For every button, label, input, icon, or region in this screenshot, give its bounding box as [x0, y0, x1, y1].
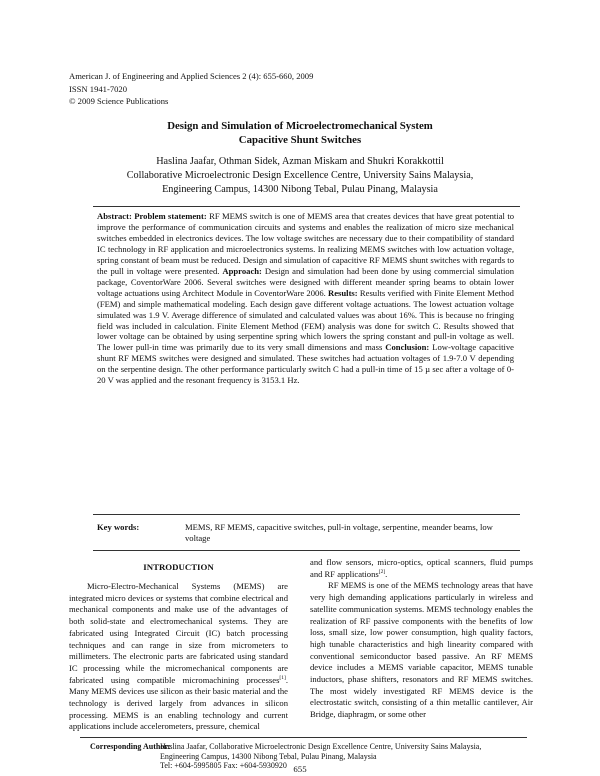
keywords-label: Key words:: [97, 522, 140, 532]
journal-citation: American J. of Engineering and Applied Sciences 2 (4): 655-660, 2009: [69, 71, 314, 81]
problem-statement-label: Problem statement:: [134, 211, 207, 221]
journal-header: [69, 70, 313, 108]
affiliation-line-1: Collaborative Microelectronic Design Excellence Centre, University Sains Malaysia,: [126, 170, 474, 181]
citation-1: [1]: [279, 674, 286, 681]
abstract-label: Abstract:: [97, 211, 132, 221]
intro-p2-text: and flow sensors, micro-optics, optical scanners, fluid pumps and RF applications: [310, 557, 533, 579]
affiliation-line-2: Engineering Campus, 14300 Nibong Tebal, Pulau Pinang, Malaysia: [162, 184, 438, 195]
keywords-bottom-rule: [93, 550, 520, 551]
title-line-2: Capacitive Shunt Switches: [238, 134, 362, 146]
intro-p2-end: .: [385, 568, 388, 579]
intro-p1-continued: . Many MEMS devices use silicon as their basic material and the technology is derived largely from advances in silicon processing. MEMS is an enabling technology and current applications include accelerometers, pressure, chemical: [69, 674, 288, 732]
results-text: Results verified with Finite Element Method (FEM) and simple mathematical modeling. Each design gave different voltage actuations. The lowest actuation voltage simulated was 1.9 V. Average difference of simulated and calculated values was about 16%. This is because no fringing field was included in calculation. Finite Element Method (FEM) analysis was done for switch C. Results showed that lower voltage can be obtained by using serpentine spring which lowers the spring constant and pull-in voltage as well. The lower pull-in time was primarily due to its very small dimensions and mass: [97, 287, 514, 353]
copyright: © 2009 Science Publications: [69, 96, 169, 106]
approach-label: Approach:: [222, 265, 262, 276]
intro-paragraph-3: RF MEMS is one of the MEMS technology areas that have very high demanding applications particularly in wireless and satellite communication systems. MEMS technology enables the realization of RF passive components with the benefits of low loss, small size, low power consumption, high quality factors, high tunable characteristics and high linearity compared with conventional semiconductor based passive. An RF MEMS device includes a MEMS variable capacitor, MEMS tunable inductors, phase shifters, resonators and RF MEMS switches. The most widely investigated RF MEMS device is the electrostatic switch, consisting of a thin metallic cantilever, Air Bridge, diaphragm, or some other: [310, 580, 533, 720]
intro-paragraph-1: [69, 581, 288, 733]
problem-statement-text: RF MEMS switch is one of MEMS area that creates devices that have great potential to improve the performance of communication circuits and systems and enables the realization of micro size mechanical switches embedded in electronics devices. The low voltage switches are necessary due to their compatibility of standard IC technology in RF application and microelectronics systems. In realizing MEMS switches with low actuation voltage, spring constant of beam must be reduced. Design and simulation of capacitive RF MEMS shunt switches with regards to the pull in voltage were presented.: [97, 211, 514, 276]
corresponding-author-label: Corresponding Author:: [90, 742, 171, 751]
conclusion-label: Conclusion:: [385, 342, 430, 353]
abstract: [97, 211, 514, 386]
corresponding-line-1: Haslina Jaafar, Collaborative Microelectronic Design Excellence Centre, University Sains Malaysia,: [160, 742, 482, 751]
abstract-bottom-rule: [93, 514, 520, 515]
page-number: 655: [293, 764, 307, 774]
keywords-text: MEMS, RF MEMS, capacitive switches, pull-in voltage, serpentine, meander beams, low voltage: [185, 522, 493, 543]
conclusion-text: Low-voltage capacitive shunt RF MEMS switches were designed and simulated. These switches had actuation voltages of 1.9-7.0 V depending on the serpentine design. The other performance particularly switch C had a pull-in time of 15 µ sec after a voltage of 0-20 V was applied and the resonant frequency is 3153.1 Hz.: [97, 342, 514, 386]
footer-rule: [80, 737, 527, 738]
author-block: [0, 155, 600, 197]
intro-paragraph-continued: [310, 557, 533, 580]
author-names: Haslina Jaafar, Othman Sidek, Azman Miskam and Shukri Korakkottil: [156, 156, 444, 167]
title-line-1: Design and Simulation of Microelectromechanical System: [167, 120, 433, 132]
corresponding-line-2: Engineering Campus, 14300 Nibong Tebal, Pulau Pinang, Malaysia: [160, 751, 377, 761]
issn: ISSN 1941-7020: [69, 83, 128, 94]
intro-p1-text: Micro-Electro-Mechanical Systems (MEMS) are integrated micro devices or systems that combine electrical and mechanical components and make use of the advantages of both solid-state and electromechanical systems. They are fabricated using Integrated Circuit (IC) batch processing techniques and can range in size from micrometers to millimeters. The electronic parts are fabricated using standard IC processing while the micromechanical components are fabricated using compatible micromachining processes: [69, 581, 288, 685]
corresponding-line-3: Tel: +604-5995805 Fax: +604-5930920: [160, 761, 287, 771]
approach-text: Design and simulation had been done by using commercial simulation package, CoventorWare 2006. Several switches were designed with different meander spring beams to obtain lower voltage actuations using Architect Module in CoventorWare 2006.: [97, 265, 514, 298]
results-label: Results:: [328, 287, 358, 298]
right-column: [310, 557, 533, 721]
introduction-heading: INTRODUCTION: [143, 562, 214, 572]
citation-2: [2]: [378, 568, 386, 575]
left-column: [69, 581, 288, 733]
abstract-top-rule: [93, 206, 520, 207]
paper-title: [0, 119, 600, 147]
